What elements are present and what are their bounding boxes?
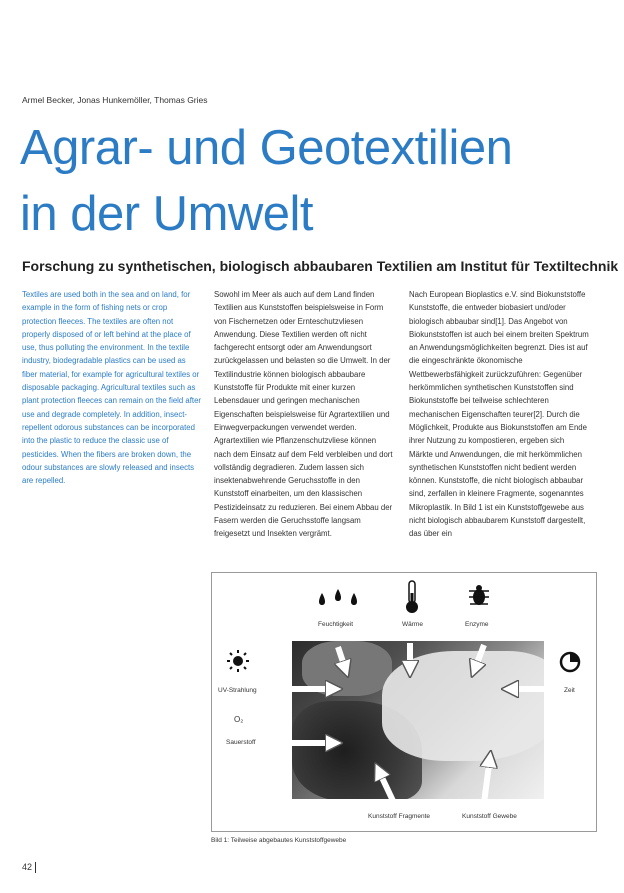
label-gewebe: Kunststoff Gewebe	[462, 813, 517, 820]
figure-arrows	[212, 573, 596, 831]
label-uv-strahlung: UV-Strahlung	[218, 687, 257, 694]
page-number: 42	[22, 862, 33, 872]
label-sauerstoff: Sauerstoff	[226, 739, 256, 746]
authors: Armel Becker, Jonas Hunkemöller, Thomas Gries	[22, 95, 208, 105]
body-column-3: Nach European Bioplastics e.V. sind Biokunststoffe Kunststoffe, die entweder biobasiert und/oder biologisch abbaubar sind[1]. Das Angebot von Biokunststoffen ist auch bei einem breiten Spektrum an Anwendungsmöglichkeiten begrenzt. Dies ist auf die eingeschränkte ökonomische Wettbewerbsfähigkeit zurückzuführen: Gegenüber herkömmlichen synthetischen Kunststoffen sind Biokunststoffe bei teilweise schlechteren mechanischen Eigenschaften teurer[2]. Durch die Möglichkeit, Produkte aus Biokunststoffen am Ende ihrer Nutzung zu kompostieren, ergeben sich Märkte und Anwendungen, die mit herkömmlichen synthetischen Kunststoffen nicht bedient werden können. Kunststoffe, die nicht biologisch abbaubar sind, zerfallen in kleinere Fragmente, sogenanntes Mikroplastik. In Bild 1 ist ein Kunststoffgewebe aus nicht biologisch abbaubarem Kunststoff dargestellt, das über ein	[409, 290, 589, 539]
label-zeit: Zeit	[564, 687, 575, 694]
body-column-2: Sowohl im Meer als auch auf dem Land finden Textilien aus Kunststoffen beispielsweise in Form von Fischernetzen oder Ernteschutzvliesen Anwendung. Diese Textilien werden oft nicht fachgerecht entsorgt oder am Anwendungsort zurückgelassen und belasten so die Umwelt. In der Textilindustrie können biologisch abbaubare Kunststoffe für Produkte mit einer kurzen Lebensdauer und geringen mechanischen Eigenschaften beispielsweise für Agrartextilien und Einwegverpackungen verwendet werden. Agrartextilien wie Pflanzenschutzvliese können nach dem Einsatz auf dem Feld verbleiben und dort vollständig degradieren. Zudem lassen sich insektenabwehrende Geruchsstoffe in den Kunststoff einarbeiten, um den klassischen Pestizideinsatz zu reduzieren. Bei einem Abbau der Fasern werden die Geruchsstoffe langsam freigesetzt und Insekten vergrämt.	[214, 290, 393, 539]
label-feuchtigkeit: Feuchtigkeit	[318, 621, 354, 628]
label-o2: O₂	[234, 715, 244, 724]
figure-1	[211, 572, 597, 832]
label-enzyme: Enzyme	[465, 621, 489, 628]
title-line-1: Agrar- und Geotextilien	[20, 121, 513, 175]
figure-caption: Bild 1: Teilweise abgebautes Kunststoffgewebe	[211, 837, 347, 844]
subtitle: Forschung zu synthetischen, biologisch abbaubaren Textilien am Institut für Textiltechnik	[22, 258, 619, 274]
abstract-english: Textiles are used both in the sea and on land, for example in the form of fishing nets or crop protection fleeces. The textiles are often not properly disposed of or left behind at the place of use, thus polluting the environment. In the textile industry, biodegradable plastics can be used as fiber material, for example for agricultural textiles or disposable packaging. Agricultural textiles such as plant protection fleeces can remain on the field after use and degrade completely. In addition, insect-repellent odorous substances can be incorporated into the plastic to reduce the classic use of pesticides. When the fibers are broken down, the odour substances are slowly released and insects are repelled.	[22, 290, 202, 486]
label-waerme: Wärme	[402, 621, 423, 628]
label-fragmente: Kunststoff Fragmente	[368, 813, 431, 820]
page-number-divider	[35, 862, 36, 873]
title-line-2: in der Umwelt	[20, 187, 314, 241]
